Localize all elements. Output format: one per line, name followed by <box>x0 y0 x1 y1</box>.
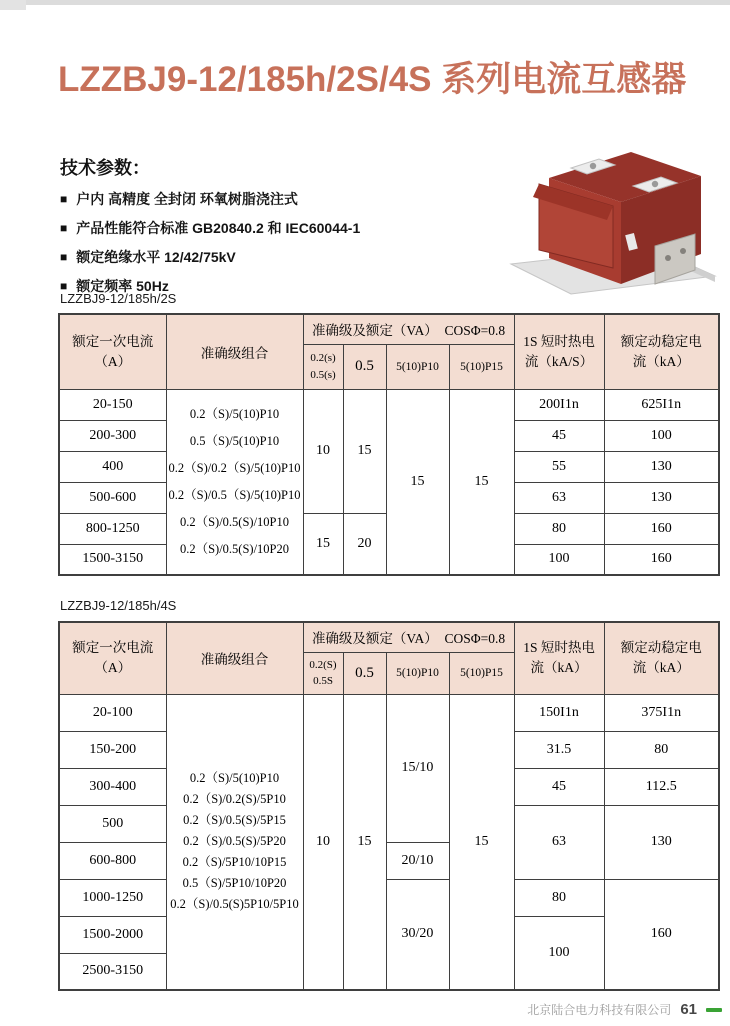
combo-cell <box>166 389 303 575</box>
thermal-cell: 55 <box>514 451 604 482</box>
primary-current-cell: 500 <box>59 805 166 842</box>
table2-label: LZZBJ9-12/185h/4S <box>60 598 177 613</box>
header-class-02s05s <box>303 344 343 389</box>
header-class-05: 0.5 <box>343 652 386 694</box>
table-2s <box>58 313 720 576</box>
thermal-cell: 45 <box>514 768 604 805</box>
dynamic-cell: 130 <box>604 451 719 482</box>
dynamic-cell: 100 <box>604 420 719 451</box>
header-va-group: 准确级及额定（VA） COSΦ=0.8 <box>303 622 514 652</box>
combo-line: 0.2（S)/0.5(S)5P10/5P10 <box>170 897 299 912</box>
va-cell: 15 <box>343 694 386 990</box>
scan-corner-mark <box>0 0 26 10</box>
header-text: 额定动稳定电 <box>620 640 702 655</box>
header-class-5-10-p15: 5(10)P15 <box>449 652 514 694</box>
primary-current-cell: 300-400 <box>59 768 166 805</box>
va-cell: 15 <box>449 694 514 990</box>
primary-current-cell: 20-100 <box>59 694 166 731</box>
spec-text: 产品性能符合标准 GB20840.2 和 IEC60044-1 <box>76 220 361 236</box>
spec-item <box>60 218 500 238</box>
header-class-5-10-p10: 5(10)P10 <box>386 344 449 389</box>
footer-accent-dash-icon <box>706 1008 722 1012</box>
bullet-square-icon: ■ <box>60 221 68 235</box>
table-header-row <box>59 622 719 652</box>
product-photo-transformer-icon <box>505 138 721 298</box>
header-dynamic-current <box>604 622 719 694</box>
footer-page-number: 61 <box>680 1001 697 1018</box>
header-text: 0.5S <box>313 675 333 687</box>
primary-current-cell: 150-200 <box>59 731 166 768</box>
header-text: 0.2(s) <box>310 352 336 364</box>
bullet-square-icon: ■ <box>60 192 68 206</box>
thermal-cell: 45 <box>514 420 604 451</box>
combo-line: 0.5（S)/5P10/10P20 <box>182 876 287 891</box>
page-title: LZZBJ9-12/185h/2S/4S 系列电流互感器 <box>58 60 687 99</box>
va-cell: 15 <box>449 389 514 575</box>
va-cell: 20 <box>343 513 386 575</box>
primary-current-cell: 800-1250 <box>59 513 166 544</box>
header-text: （A） <box>94 353 132 369</box>
va-cell: 15/10 <box>386 694 449 842</box>
combo-line: 0.2（S)/0.5(S)/10P10 <box>179 514 290 529</box>
header-va-group: 准确级及额定（VA） COSΦ=0.8 <box>303 314 514 344</box>
technical-parameters-section <box>60 154 500 305</box>
thermal-cell: 31.5 <box>514 731 604 768</box>
section-heading: 技术参数： <box>60 158 150 178</box>
dynamic-cell: 112.5 <box>604 768 719 805</box>
va-cell: 15 <box>303 513 343 575</box>
combo-cell <box>166 694 303 990</box>
header-thermal-current <box>514 622 604 694</box>
header-text: 0.2(S) <box>309 658 337 671</box>
primary-current-cell: 600-800 <box>59 842 166 879</box>
table-row <box>59 389 719 420</box>
table-row <box>59 879 719 916</box>
table-4s <box>58 621 720 991</box>
va-cell: 15 <box>386 389 449 575</box>
combo-line: 0.2（S)/0.5(S)/10P20 <box>179 541 290 556</box>
dynamic-cell: 130 <box>604 482 719 513</box>
thermal-cell: 63 <box>514 805 604 879</box>
header-text: 0.5(s) <box>310 368 336 381</box>
combo-line: 0.2（S)/0.5(S)/5P15 <box>183 813 286 828</box>
table-header-row <box>59 314 719 344</box>
header-text: 额定一次电流 <box>72 640 154 655</box>
header-thermal-current <box>514 314 604 389</box>
dynamic-cell: 80 <box>604 731 719 768</box>
page-top-divider <box>0 0 730 5</box>
thermal-cell: 63 <box>514 482 604 513</box>
bullet-square-icon: ■ <box>60 250 68 264</box>
footer-company-name: 北京陆合电力科技有限公司 <box>527 1003 672 1017</box>
header-class-05: 0.5 <box>343 344 386 389</box>
combo-line: 0.2（S)/0.5(S)/5P20 <box>183 834 286 849</box>
va-cell: 30/20 <box>386 879 449 990</box>
header-text: 1S 短时热电 <box>523 640 595 655</box>
dynamic-cell: 160 <box>604 513 719 544</box>
bullet-square-icon: ■ <box>60 279 68 293</box>
spec-item <box>60 189 500 209</box>
va-cell: 20/10 <box>386 842 449 879</box>
primary-current-cell: 1500-3150 <box>59 544 166 575</box>
table-row <box>59 694 719 731</box>
page-footer <box>527 1001 722 1018</box>
thermal-cell: 200I1n <box>514 389 604 420</box>
dynamic-cell: 160 <box>604 544 719 575</box>
primary-current-cell: 500-600 <box>59 482 166 513</box>
primary-current-cell: 200-300 <box>59 420 166 451</box>
header-text: 额定一次电流 <box>72 333 154 349</box>
thermal-cell: 80 <box>514 879 604 916</box>
header-text: （A） <box>94 660 132 676</box>
header-dynamic-current <box>604 314 719 389</box>
header-text: 流（kA） <box>632 353 690 369</box>
thermal-cell: 100 <box>514 916 604 990</box>
combo-line: 0.5（S)/5(10)P10 <box>189 433 280 448</box>
spec-text: 额定频率 50Hz <box>76 278 169 294</box>
combo-line: 0.2（S)/0.2(S)/5P10 <box>183 792 286 807</box>
dynamic-cell: 130 <box>604 805 719 879</box>
va-cell: 15 <box>343 389 386 513</box>
header-accuracy-combo: 准确级组合 <box>166 314 303 389</box>
thermal-cell: 80 <box>514 513 604 544</box>
combo-line: 0.2（S)/5(10)P10 <box>189 771 280 786</box>
header-text: 流（kA） <box>530 660 588 676</box>
combo-line: 0.2（S)/5P10/10P15 <box>182 855 287 870</box>
dynamic-cell: 625I1n <box>604 389 719 420</box>
primary-current-cell: 1500-2000 <box>59 916 166 953</box>
header-text: 额定动稳定电 <box>620 333 702 349</box>
header-text: 1S 短时热电 <box>523 333 595 349</box>
header-class-02s05s <box>303 652 343 694</box>
spec-text: 额定绝缘水平 12/42/75kV <box>76 249 236 265</box>
primary-current-cell: 1000-1250 <box>59 879 166 916</box>
header-accuracy-combo: 准确级组合 <box>166 622 303 694</box>
header-primary-current <box>59 314 166 389</box>
va-cell: 10 <box>303 389 343 513</box>
spec-text: 户内 高精度 全封闭 环氧树脂浇注式 <box>76 191 298 207</box>
combo-line: 0.2（S)/5(10)P10 <box>189 406 280 421</box>
primary-current-cell: 400 <box>59 451 166 482</box>
combo-line: 0.2（S)/0.2（S)/5(10)P10 <box>168 460 301 475</box>
thermal-cell: 100 <box>514 544 604 575</box>
dynamic-cell: 375I1n <box>604 694 719 731</box>
header-text: 流（kA/S） <box>524 353 594 369</box>
combo-line: 0.2（S)/0.5（S)/5(10)P10 <box>168 487 301 502</box>
header-class-5-10-p10: 5(10)P10 <box>386 652 449 694</box>
primary-current-cell: 20-150 <box>59 389 166 420</box>
dynamic-cell: 160 <box>604 879 719 990</box>
table1-label: LZZBJ9-12/185h/2S <box>60 291 177 306</box>
va-cell: 10 <box>303 694 343 990</box>
thermal-cell: 150I1n <box>514 694 604 731</box>
primary-current-cell: 2500-3150 <box>59 953 166 990</box>
header-class-5-10-p15: 5(10)P15 <box>449 344 514 389</box>
spec-item <box>60 247 500 267</box>
header-primary-current <box>59 622 166 694</box>
header-text: 流（kA） <box>632 660 690 676</box>
